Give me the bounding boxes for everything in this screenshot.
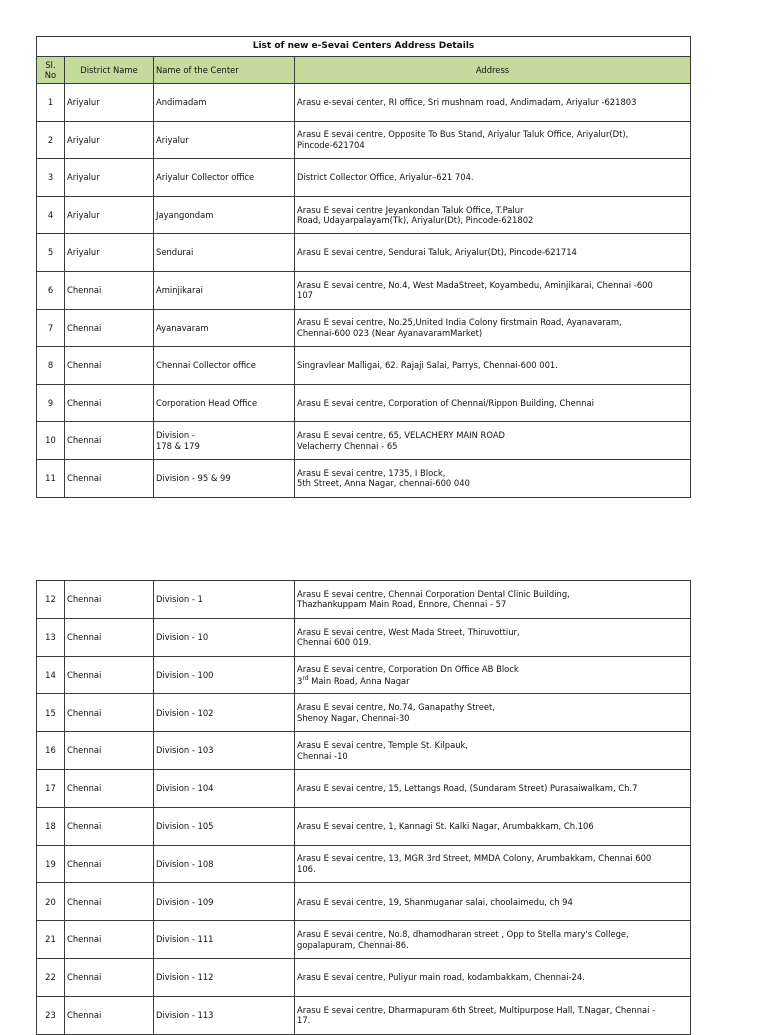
cell-center-name: Division - 109 <box>154 883 295 921</box>
cell-district-name: Chennai <box>65 347 154 385</box>
cell-address: Arasu E sevai centre, Sendurai Taluk, Ariyalur(Dt), Pincode-621714 <box>295 234 691 272</box>
cell-sl-no: 13 <box>37 618 65 656</box>
cell-sl-no: 2 <box>37 121 65 159</box>
cell-district-name: Ariyalur <box>65 159 154 197</box>
cell-address: Arasu E sevai centre, 65, VELACHERY MAIN ROAD Velacherry Chennai - 65 <box>295 422 691 460</box>
cell-district-name: Chennai <box>65 384 154 422</box>
table-row <box>37 958 691 996</box>
cell-address: Arasu E sevai centre, 19, Shanmuganar salai, choolaimedu, ch 94 <box>295 883 691 921</box>
cell-center-name: Division - 105 <box>154 807 295 845</box>
cell-address: Arasu E sevai centre, No.4, West MadaStreet, Koyambedu, Aminjikarai, Chennai -600 107 <box>295 271 691 309</box>
cell-district-name: Chennai <box>65 958 154 996</box>
cell-sl-no: 10 <box>37 422 65 460</box>
cell-center-name: Chennai Collector office <box>154 347 295 385</box>
cell-district-name: Ariyalur <box>65 121 154 159</box>
table-row <box>37 84 691 122</box>
cell-sl-no: 4 <box>37 196 65 234</box>
table-row <box>37 656 691 694</box>
cell-address: Arasu E sevai centre, 13, MGR 3rd Street, MMDA Colony, Arumbakkam, Chennai 600 106. <box>295 845 691 883</box>
cell-sl-no: 19 <box>37 845 65 883</box>
table-row <box>37 732 691 770</box>
cell-sl-no: 1 <box>37 84 65 122</box>
table-row <box>37 807 691 845</box>
table-row <box>37 271 691 309</box>
cell-district-name: Chennai <box>65 807 154 845</box>
cell-address: Arasu E sevai centre, Puliyur main road, kodambakkam, Chennai-24. <box>295 958 691 996</box>
table-row <box>37 996 691 1034</box>
cell-district-name: Chennai <box>65 732 154 770</box>
cell-address: Arasu E sevai centre, Dharmapuram 6th Street, Multipurpose Hall, T.Nagar, Chennai - 17. <box>295 996 691 1034</box>
header-center-name: Name of the Center <box>154 57 295 84</box>
cell-center-name: Ayanavaram <box>154 309 295 347</box>
table-row <box>37 769 691 807</box>
cell-district-name: Chennai <box>65 921 154 959</box>
header-sl-no: Sl. No <box>37 57 65 84</box>
cell-center-name: Division - 112 <box>154 958 295 996</box>
cell-address: Arasu E sevai centre, Corporation of Chennai/Rippon Building, Chennai <box>295 384 691 422</box>
cell-center-name: Division - 95 & 99 <box>154 459 295 497</box>
centers-table-page-1 <box>36 36 691 498</box>
cell-district-name: Chennai <box>65 694 154 732</box>
table-row <box>37 618 691 656</box>
cell-address: Arasu E sevai centre, 1735, I Block, 5th Street, Anna Nagar, chennai-600 040 <box>295 459 691 497</box>
cell-sl-no: 14 <box>37 656 65 694</box>
cell-sl-no: 20 <box>37 883 65 921</box>
table-row <box>37 459 691 497</box>
cell-address: Arasu E sevai centre, Corporation Dn Office AB Block 3rd Main Road, Anna Nagar <box>295 656 691 694</box>
cell-sl-no: 22 <box>37 958 65 996</box>
cell-district-name: Ariyalur <box>65 196 154 234</box>
header-district-name: District Name <box>65 57 154 84</box>
table-body <box>37 581 691 1035</box>
cell-district-name: Chennai <box>65 845 154 883</box>
table-row <box>37 921 691 959</box>
cell-district-name: Chennai <box>65 422 154 460</box>
header-row <box>37 57 691 84</box>
cell-center-name: Division - 178 & 179 <box>154 422 295 460</box>
cell-district-name: Ariyalur <box>65 234 154 272</box>
cell-address: District Collector Office, Ariyalur–621 704. <box>295 159 691 197</box>
cell-sl-no: 3 <box>37 159 65 197</box>
cell-center-name: Andimadam <box>154 84 295 122</box>
table-row <box>37 309 691 347</box>
cell-district-name: Ariyalur <box>65 84 154 122</box>
cell-center-name: Division - 100 <box>154 656 295 694</box>
cell-address: Arasu E sevai centre Jeyankondan Taluk Office, T.Palur Road, Udayarpalayam(Tk), Ariyalur(Dt), Pincode-621802 <box>295 196 691 234</box>
cell-address: Arasu E sevai centre, West Mada Street, Thiruvottiur, Chennai 600 019. <box>295 618 691 656</box>
cell-center-name: Corporation Head Office <box>154 384 295 422</box>
cell-sl-no: 21 <box>37 921 65 959</box>
cell-district-name: Chennai <box>65 581 154 619</box>
cell-address: Arasu E sevai centre, 15, Lettangs Road, (Sundaram Street) Purasaiwalkam, Ch.7 <box>295 769 691 807</box>
cell-district-name: Chennai <box>65 309 154 347</box>
table-row <box>37 845 691 883</box>
cell-address: Arasu E sevai centre, 1, Kannagi St. Kalki Nagar, Arumbakkam, Ch.106 <box>295 807 691 845</box>
cell-sl-no: 7 <box>37 309 65 347</box>
cell-address: Arasu e-sevai center, RI office, Sri mushnam road, Andimadam, Ariyalur -621803 <box>295 84 691 122</box>
cell-sl-no: 17 <box>37 769 65 807</box>
table-row <box>37 234 691 272</box>
cell-center-name: Sendurai <box>154 234 295 272</box>
centers-table-page-2 <box>36 580 691 1035</box>
cell-address: Arasu E sevai centre, Chennai Corporation Dental Clinic Building, Thazhankuppam Main Road, Ennore, Chennai - 57 <box>295 581 691 619</box>
table-row <box>37 196 691 234</box>
cell-center-name: Division - 1 <box>154 581 295 619</box>
cell-sl-no: 9 <box>37 384 65 422</box>
cell-sl-no: 11 <box>37 459 65 497</box>
cell-sl-no: 16 <box>37 732 65 770</box>
header-address: Address <box>295 57 691 84</box>
cell-center-name: Aminjikarai <box>154 271 295 309</box>
table-row <box>37 883 691 921</box>
cell-address: Arasu E sevai centre, No.25,United India Colony firstmain Road, Ayanavaram, Chennai-600 023 (Near AyanavaramMarket) <box>295 309 691 347</box>
cell-district-name: Chennai <box>65 618 154 656</box>
cell-center-name: Division - 10 <box>154 618 295 656</box>
cell-district-name: Chennai <box>65 883 154 921</box>
cell-district-name: Chennai <box>65 996 154 1034</box>
table-row <box>37 581 691 619</box>
cell-sl-no: 8 <box>37 347 65 385</box>
table-row <box>37 694 691 732</box>
cell-sl-no: 15 <box>37 694 65 732</box>
cell-address: Arasu E sevai centre, No.8, dhamodharan street , Opp to Stella mary's College, gopalapuram, Chennai-86. <box>295 921 691 959</box>
cell-center-name: Jayangondam <box>154 196 295 234</box>
cell-district-name: Chennai <box>65 459 154 497</box>
table-row <box>37 347 691 385</box>
cell-sl-no: 6 <box>37 271 65 309</box>
cell-address: Singravlear Malligai, 62. Rajaji Salai, Parrys, Chennai-600 001. <box>295 347 691 385</box>
cell-address: Arasu E sevai centre, No.74, Ganapathy Street, Shenoy Nagar, Chennai-30 <box>295 694 691 732</box>
table-body <box>37 84 691 498</box>
table-row <box>37 384 691 422</box>
table-row <box>37 422 691 460</box>
cell-sl-no: 18 <box>37 807 65 845</box>
cell-center-name: Ariyalur Collector office <box>154 159 295 197</box>
cell-sl-no: 12 <box>37 581 65 619</box>
cell-center-name: Division - 104 <box>154 769 295 807</box>
table-row <box>37 121 691 159</box>
table-row <box>37 159 691 197</box>
cell-center-name: Division - 108 <box>154 845 295 883</box>
cell-district-name: Chennai <box>65 769 154 807</box>
cell-district-name: Chennai <box>65 271 154 309</box>
cell-center-name: Division - 111 <box>154 921 295 959</box>
cell-center-name: Ariyalur <box>154 121 295 159</box>
cell-center-name: Division - 113 <box>154 996 295 1034</box>
cell-sl-no: 23 <box>37 996 65 1034</box>
cell-center-name: Division - 102 <box>154 694 295 732</box>
cell-center-name: Division - 103 <box>154 732 295 770</box>
title-row <box>37 37 691 57</box>
document-title: List of new e-Sevai Centers Address Details <box>37 37 691 57</box>
cell-address: Arasu E sevai centre, Temple St. Kilpauk, Chennai -10 <box>295 732 691 770</box>
cell-address: Arasu E sevai centre, Opposite To Bus Stand, Ariyalur Taluk Office, Ariyalur(Dt), Pincode-621704 <box>295 121 691 159</box>
cell-sl-no: 5 <box>37 234 65 272</box>
cell-district-name: Chennai <box>65 656 154 694</box>
